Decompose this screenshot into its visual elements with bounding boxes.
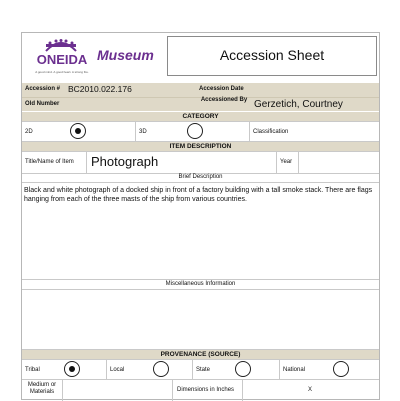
accession-date-label: Accession Date — [199, 86, 244, 92]
accession-sheet — [21, 32, 380, 400]
medium-label: Medium or Materials — [27, 382, 57, 395]
brief-description-text: Black and white photograph of a docked ship in front of a factory building with a tall smoke stack. There are flags hanging from each of the three masts of the ship from various countries. — [24, 187, 373, 203]
logo-text: ONEIDA — [36, 52, 88, 67]
provenance-state-label: State — [196, 367, 211, 373]
museum-wordmark: Museum — [97, 47, 154, 63]
provenance-national-radio[interactable] — [333, 361, 349, 377]
page-title: Accession Sheet — [219, 47, 325, 63]
category-2d-radio[interactable] — [70, 123, 86, 139]
provenance-state-radio[interactable] — [235, 361, 251, 377]
provenance-tribal-label: Tribal — [25, 367, 40, 373]
provenance-tribal-radio[interactable] — [64, 361, 80, 377]
category-2d-label: 2D — [25, 129, 33, 135]
provenance-local-radio[interactable] — [153, 361, 169, 377]
accessioned-by-label: Accessioned By — [200, 97, 248, 103]
dimensions-separator: X — [308, 387, 313, 393]
category-3d-radio[interactable] — [187, 123, 203, 139]
category-heading: CATEGORY — [22, 112, 379, 121]
oneida-logo — [26, 37, 96, 77]
provenance-national-label: National — [283, 367, 306, 373]
title-value: Photograph — [91, 154, 159, 169]
accessioned-by-value: Gerzetich, Courtney — [254, 99, 343, 110]
accession-number-value: BC2010.022.176 — [68, 84, 132, 94]
accession-number-label: Accession # — [25, 86, 61, 92]
year-label: Year — [280, 159, 293, 165]
old-number-label: Old Number — [25, 101, 60, 107]
brief-description-label: Brief Description — [178, 174, 223, 180]
misc-info-label: Miscellaneous Information — [165, 281, 236, 287]
category-3d-label: 3D — [139, 129, 147, 135]
provenance-local-label: Local — [110, 367, 125, 373]
classification-label: Classification — [253, 129, 289, 135]
title-label: Title/Name of Item — [25, 159, 74, 165]
dimensions-label: Dimensions in Inches — [177, 387, 235, 393]
provenance-heading: PROVENANCE (SOURCE) — [22, 350, 379, 359]
logo-tagline: A good mind. A good heart. A strong fire. — [35, 70, 89, 74]
item-description-heading: ITEM DESCRIPTION — [22, 142, 379, 151]
